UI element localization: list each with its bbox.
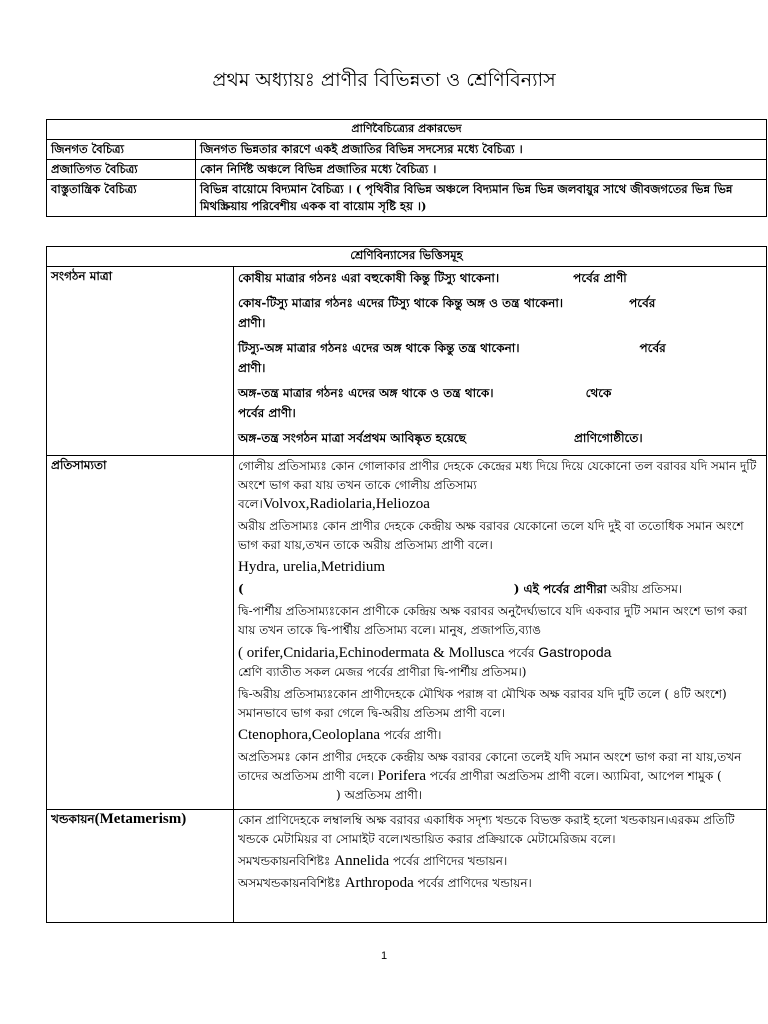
table-row (47, 810, 767, 923)
basis-name: সংগঠন মাত্রা (47, 267, 234, 456)
text-line: ) অপ্রতিসম প্রাণী। (336, 788, 423, 802)
text-line: দ্বি-পার্শীয় প্রতিসাম্যঃকোন প্রাণীকে কেন্দ্রিয় অক্ষ বরাবর অনুদৈর্ঘ্যভাবে যদি একবার দুটি সমান অংশে ভাগ করা যায় তখন তাকে দ্বি-পার্শ্বীয় প্রতিসাম্য বলে। মানুষ, প্রজাপতি,ব্যাঙ (238, 604, 748, 637)
table-row (47, 140, 767, 160)
diversity-type-desc: বিভিন্ন বায়োমে বিদ্যমান বৈচিত্র্য । ( পৃথিবীর বিভিন্ন অঞ্চলে বিদ্যমান ভিন্ন ভিন্ন জলবায়ুর সাথে জীবজগতের ভিন্ন ভিন্ন মিথস্ক্রিয়ায় পরিবেশীয় একক বা বায়োম সৃষ্টি হয় ।) (196, 180, 767, 217)
table-row (47, 267, 767, 456)
basis-name-text: খন্ডকায়ন (51, 812, 95, 826)
text-line: পর্বের প্রাণিদের খন্ডায়ন। (393, 854, 508, 868)
page-number: 1 (380, 950, 388, 962)
text-line: কোষ-টিস্যু মাত্রার গঠনঃ এদের টিস্যু থাকে কিন্তু অঙ্গ ও তন্ত্র থাকেনা। (238, 296, 564, 310)
basis-name (47, 810, 234, 923)
text-line: অঙ্গ-তন্ত্র মাত্রার গঠনঃ এদের অঙ্গ থাকে ও তন্ত্র থাকে। (238, 386, 494, 400)
text-line: পর্বের প্রাণিদের খন্ডায়ন। (417, 876, 532, 890)
text-line: কোষীয় মাত্রার গঠনঃ এরা বহুকোষী কিন্তু টিস্যু থাকেনা। (238, 271, 500, 285)
text-line: অসমখন্ডকায়নবিশিষ্টঃ (238, 876, 341, 890)
page-title: প্রথম অধ্যায়ঃ প্রাণীর বিভিন্নতা ও শ্রেণিবিন্যাস (212, 69, 556, 91)
diversity-type-desc: কোন নির্দিষ্ট অঞ্চলে বিভিন্ন প্রজাতির মধ্যে বৈচিত্র্য । (196, 160, 767, 180)
text-line: সমখন্ডকায়নবিশিষ্টঃ (238, 854, 331, 868)
table-header: শ্রেণিবিন্যাসের ভিত্তিসমূহ (47, 247, 767, 267)
text-line: অরীয় প্রতিসাম্যঃ কোন প্রাণীর দেহকে কেন্দ্রীয় অক্ষ বরাবর যেকোনো তলে যদি দুই বা ততোধিক সমান অংশে ভাগ করা যায়,তখন তাকে অরীয় প্রতিসাম্য প্রাণী বলে। (238, 519, 744, 552)
text-line: বলে। (238, 497, 263, 511)
text-line: থেকে (585, 386, 612, 400)
diversity-types-table (46, 119, 767, 217)
table-row (47, 160, 767, 180)
text-line: দ্বি-অরীয় প্রতিসাম্যঃকোন প্রাণীদেহকে মৌখিক পরাঙ্গ বা মৌখিক অক্ষ বরাবর যদি দুটি তলে ( ৪টি অংশে) সমানভাবে ভাগ করা গেলে দ্বি-অরীয় প্রতিসম প্রাণী বলে। (238, 687, 727, 720)
text-line: অঙ্গ-তন্ত্র সংগঠন মাত্রা সর্বপ্রথম আবিষ্কৃত হয়েছে (238, 431, 466, 445)
basis-desc (234, 267, 767, 456)
text-line: টিস্যু-অঙ্গ মাত্রার গঠনঃ এদের অঙ্গ থাকে কিন্তু তন্ত্র থাকেনা। (238, 341, 520, 355)
text-line: অপ্রতিসমঃ কোন প্রাণীর দেহকে কেন্দ্রীয় অক্ষ বরাবর কোনো তলেই যদি সমান অংশে ভাগ করা না যায়,তখন তাদের অপ্রতিসম প্রাণী বলে। (238, 750, 742, 783)
text-line: ( (238, 582, 244, 596)
diversity-type-name: বাস্তুতান্ত্রিক বৈচিত্র্য (47, 180, 196, 217)
basis-desc (234, 810, 767, 923)
latin-names: Gastropoda (538, 644, 612, 660)
text-line: পর্বের প্রাণী। (238, 406, 296, 420)
text-line: পর্বের (508, 646, 535, 660)
latin-names: Porifera (377, 768, 427, 784)
diversity-type-name: প্রজাতিগত বৈচিত্র্য (47, 160, 196, 180)
latin-names: Annelida (334, 853, 390, 869)
table-header: প্রাণিবৈচিত্র্যের প্রকারভেদ (47, 120, 767, 140)
table-row (47, 180, 767, 217)
basis-name: প্রতিসাম্যতা (47, 456, 234, 810)
classification-basis-table (46, 246, 767, 923)
text-line: পর্বের প্রাণী। (383, 728, 442, 742)
latin-names: Arthropoda (344, 875, 414, 891)
text-line: পর্বের (629, 296, 656, 310)
diversity-type-desc: জিনগত ভিন্নতার কারণে একই প্রজাতির বিভিন্ন সদস্যের মধ্যে বৈচিত্র্য । (196, 140, 767, 160)
latin-names: (Metamerism) (94, 811, 187, 827)
latin-names: Ctenophora,Ceoloplana (238, 727, 381, 743)
latin-names: Hydra, urelia,Metridium (238, 559, 386, 575)
text-line: গোলীয় প্রতিসাম্যঃ কোন গোলাকার প্রাণীর দেহকে কেন্দ্রের মধ্য দিয়ে দিয়ে যেকোনো তল বরাবর যদি সমান দুটি অংশে ভাগ করা যায় তখন তাকে গোলীয় প্রতিসাম্য (238, 459, 757, 492)
basis-desc (234, 456, 767, 810)
text-line: প্রাণী। (238, 361, 266, 375)
text-line: অরীয় প্রতিসম। (610, 582, 683, 596)
text-line: ) এই পর্বের প্রাণীরা (513, 582, 607, 596)
diversity-type-name: জিনগত বৈচিত্র্য (47, 140, 196, 160)
text-line: পর্বের প্রাণীরা অপ্রতিসম প্রাণী বলে। অ্যামিবা, আপেল শামুক ( (429, 769, 722, 783)
text-line: প্রাণী। (238, 316, 266, 330)
text-line: কোন প্রাণিদেহকে লম্বালম্বি অক্ষ বরাবর একাধিক সদৃশ্য খন্ডকে বিভক্ত করাই হলো খন্ডকায়ন।এরকম প্রতিটি খন্ডকে মেটামিয়র বা সোমাইট বলে।খন্ডায়িত করার প্রক্রিয়াকে মেটামেরিজম বলে। (238, 813, 735, 846)
text-line: পর্বের প্রাণী (573, 271, 627, 285)
text-line: প্রাণিগোষ্ঠীতে। (573, 431, 643, 445)
text-line: পর্বের (639, 341, 666, 355)
latin-names: ( orifer,Cnidaria,Echinodermata & Mollusca (238, 645, 505, 661)
latin-names: Volvox,Radiolaria,Heliozoa (262, 496, 430, 512)
table-row (47, 456, 767, 810)
text-line: শ্রেণি ব্যাতীত সকল মেজর পর্বের প্রাণীরা দ্বি-পার্শীয় প্রতিসম।) (238, 665, 527, 679)
